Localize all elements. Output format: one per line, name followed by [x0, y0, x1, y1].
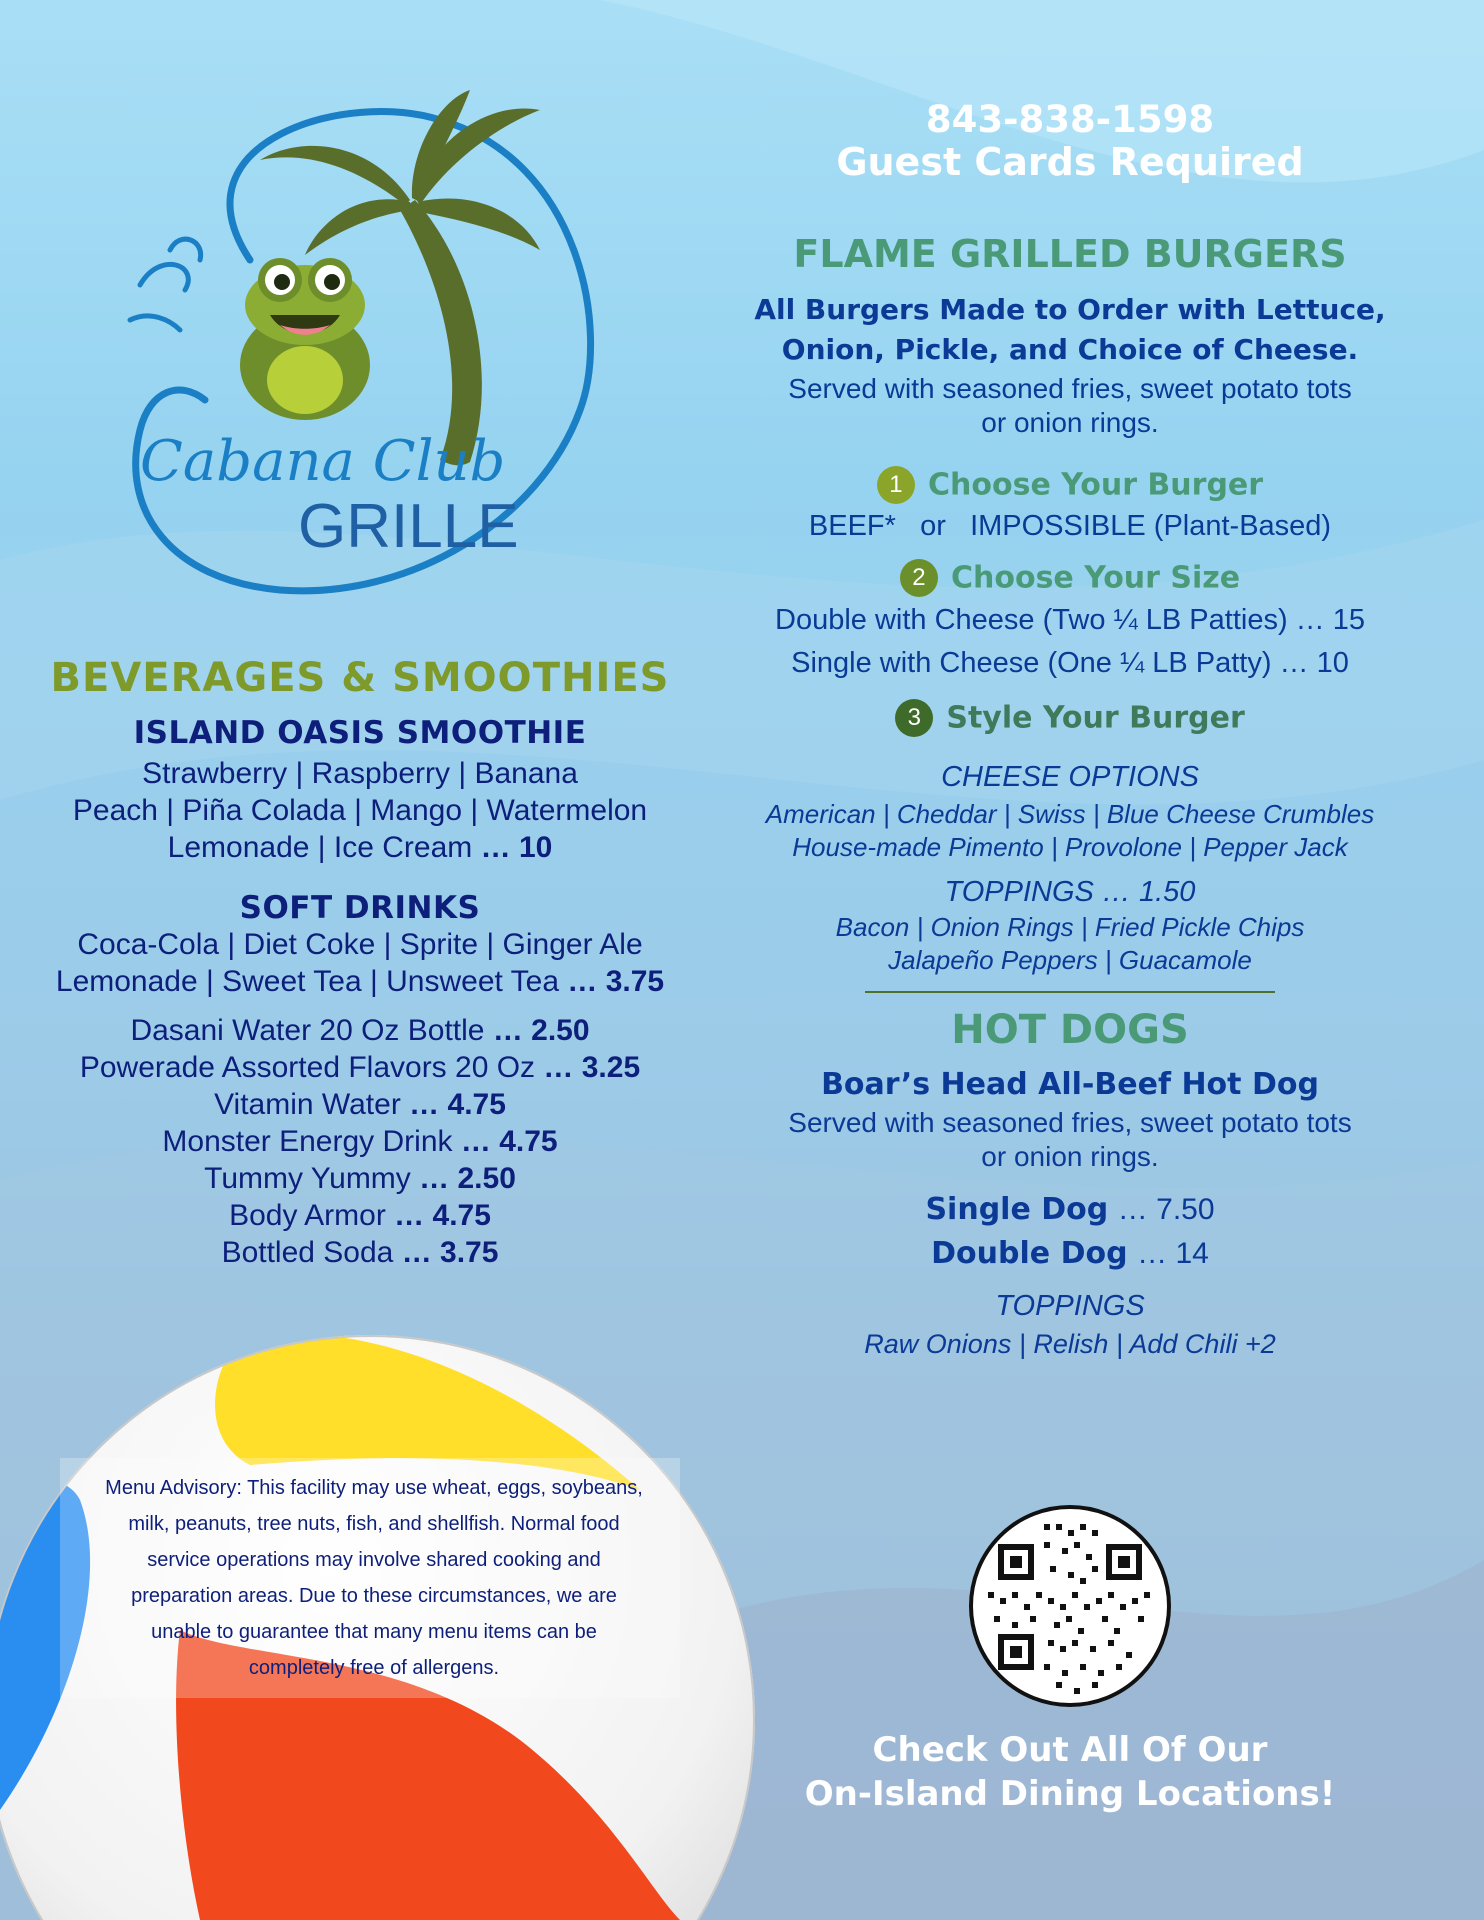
- beverage-item: Powerade Assorted Flavors 20 Oz … 3.25: [79, 1051, 641, 1084]
- beverage-item: Dasani Water 20 Oz Bottle … 2.50: [130, 1014, 590, 1047]
- double-dog-price: Double Dog … 14: [931, 1236, 1209, 1271]
- beverage-item: Vitamin Water … 4.75: [214, 1088, 506, 1121]
- beverage-item: Monster Energy Drink … 4.75: [162, 1125, 558, 1158]
- toppings-title: TOPPINGS … 1.50: [944, 876, 1196, 908]
- hot-dog-toppings-list: Raw Onions | Relish | Add Chili +2: [864, 1329, 1276, 1359]
- soft-drinks-line: Lemonade | Sweet Tea | Unsweet Tea … 3.75: [55, 965, 665, 998]
- logo-script-text: Cabana Club: [140, 429, 506, 494]
- hot-dog-name: Boar’s Head All-Beef Hot Dog: [821, 1067, 1319, 1102]
- soft-drinks-title: SOFT DRINKS: [239, 890, 481, 926]
- beverages-section: [30, 655, 690, 1271]
- size-double: Double with Cheese (Two ¼ LB Patties) … 15: [775, 604, 1365, 636]
- smoothie-line: Strawberry | Raspberry | Banana: [142, 757, 578, 790]
- right-column: [700, 100, 1440, 1360]
- single-dog-price: Single Dog … 7.50: [925, 1192, 1215, 1227]
- step-1-number: 1: [877, 466, 915, 504]
- smoothie-flavors: [30, 755, 690, 866]
- smoothie-price: … 10: [480, 831, 553, 864]
- step-1-title: Choose Your Burger: [928, 467, 1264, 503]
- footer-line-2: On-Island Dining Locations!: [804, 1774, 1336, 1814]
- footer-cta: [700, 1728, 1440, 1816]
- beverage-item: Tummy Yummy … 2.50: [204, 1162, 516, 1195]
- smoothie-title: ISLAND OASIS SMOOTHIE: [133, 715, 587, 751]
- size-options: [700, 599, 1440, 685]
- burgers-title: FLAME GRILLED BURGERS: [793, 232, 1347, 276]
- hot-dog-desc: Served with seasoned fries, sweet potato tots or onion rings.: [788, 1107, 1352, 1172]
- cabana-club-logo: [110, 80, 630, 610]
- toppings-list: Bacon | Onion Rings | Fried Pickle Chips Jalapeño Peppers | Guacamole: [835, 912, 1305, 975]
- splash-icon: [130, 239, 201, 330]
- soft-drinks-list: [30, 926, 690, 1000]
- beverage-items: [30, 1012, 690, 1271]
- hot-dog-prices: [700, 1188, 1440, 1276]
- hot-dogs-title: HOT DOGS: [951, 1007, 1189, 1053]
- step-2-title: Choose Your Size: [950, 560, 1241, 596]
- advisory-line: Menu Advisory: This facility may use wheat, eggs, soybeans,: [105, 1477, 643, 1499]
- advisory-line: completely free of allergens.: [248, 1657, 500, 1679]
- phone-number: 843-838-1598: [925, 98, 1215, 141]
- beverages-title: BEVERAGES & SMOOTHIES: [50, 655, 670, 701]
- soft-drinks-price: … 3.75: [567, 965, 665, 998]
- advisory-line: unable to guarantee that many menu items can be: [151, 1621, 597, 1643]
- logo-grille-text: GRILLE: [298, 492, 519, 561]
- guest-cards-notice: Guest Cards Required: [836, 140, 1304, 184]
- smoothie-line: Lemonade | Ice Cream … 10: [167, 831, 553, 864]
- advisory-line: service operations may involve shared cooking and: [147, 1549, 601, 1571]
- smoothie-line: Peach | Piña Colada | Mango | Watermelon: [72, 794, 648, 827]
- step-1-heading: [700, 466, 1440, 504]
- size-single: Single with Cheese (One ¼ LB Patty) … 10: [791, 647, 1349, 679]
- section-divider: [865, 991, 1275, 993]
- step-2-heading: [700, 559, 1440, 597]
- step-3-heading: [700, 699, 1440, 737]
- advisory-line: preparation areas. Due to these circumstances, we are: [131, 1585, 617, 1607]
- advisory-line: milk, peanuts, tree nuts, fish, and shellfish. Normal food: [128, 1513, 620, 1535]
- beverage-item: Body Armor … 4.75: [229, 1199, 491, 1232]
- cheese-options-list: American | Cheddar | Swiss | Blue Cheese Crumbles House-made Pimento | Provolone | Pepper Jack: [765, 799, 1375, 862]
- burgers-desc: Served with seasoned fries, sweet potato tots or onion rings.: [788, 373, 1352, 438]
- cheese-options-title: CHEESE OPTIONS: [941, 761, 1199, 793]
- soft-drinks-line: Coca-Cola | Diet Coke | Sprite | Ginger Ale: [77, 928, 643, 961]
- menu-advisory: [78, 1470, 670, 1686]
- qr-code-icon[interactable]: [968, 1504, 1172, 1708]
- hot-dog-toppings-title: TOPPINGS: [995, 1290, 1145, 1322]
- burger-type-options: BEEF* or IMPOSSIBLE (Plant-Based): [808, 510, 1332, 542]
- frog-icon: [240, 258, 370, 420]
- step-2-number: 2: [900, 559, 938, 597]
- step-3-title: Style Your Burger: [946, 700, 1245, 736]
- step-3-number: 3: [895, 699, 933, 737]
- footer-line-1: Check Out All Of Our: [872, 1730, 1268, 1770]
- burgers-desc-bold: All Burgers Made to Order with Lettuce, Onion, Pickle, and Choice of Cheese.: [754, 293, 1386, 366]
- beverage-item: Bottled Soda … 3.75: [221, 1236, 499, 1269]
